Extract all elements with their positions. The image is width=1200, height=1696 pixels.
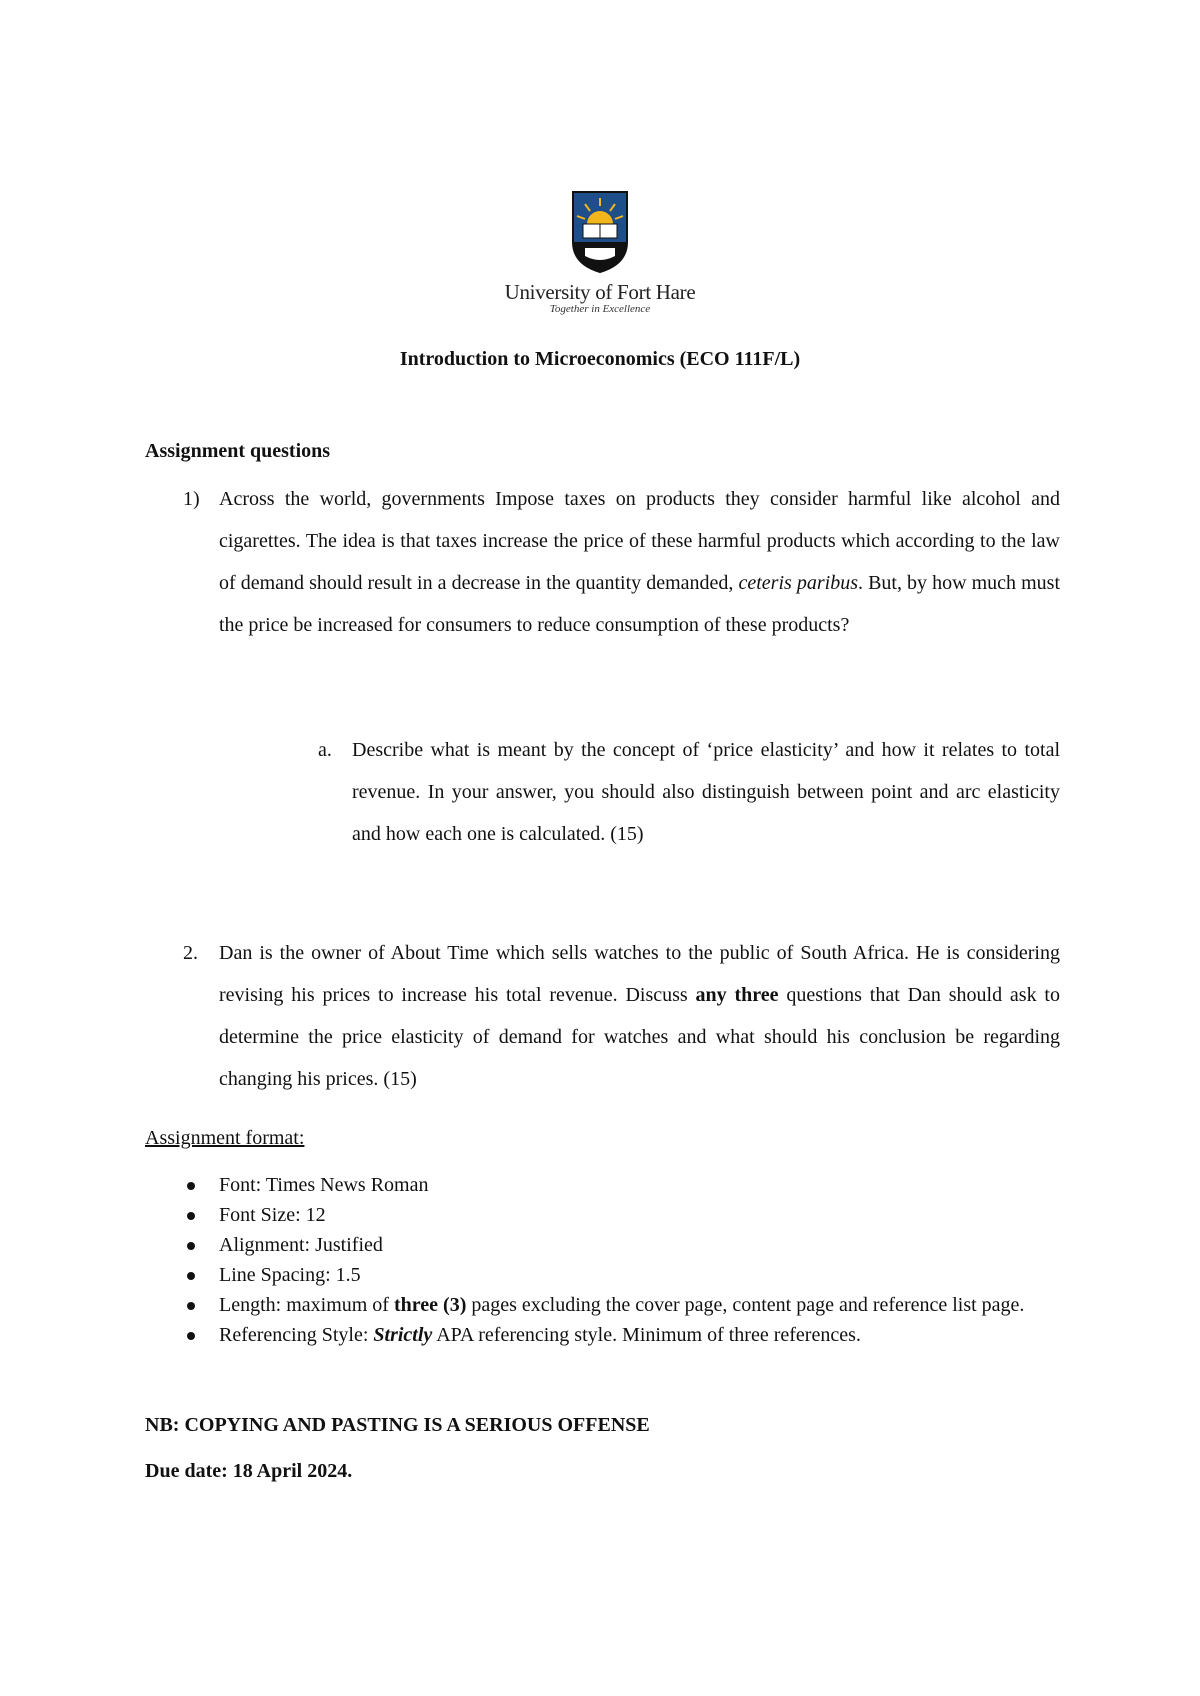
bullet-icon (187, 1332, 195, 1340)
question-2-text-part-2: questions that Dan should ask to determine the price elasticity of demand for watches and what should his conclusion be regarding changing his prices. (15) (219, 984, 1060, 1090)
assignment-questions-heading: Assignment questions (145, 440, 331, 462)
question-1-number: 1) (183, 488, 200, 510)
list-item (145, 1230, 1060, 1260)
format-line-spacing: Line Spacing: 1.5 (219, 1264, 361, 1286)
question-1-text-part-2: . But, by how much must the price be increased for consumers to reduce consumption of these products? (219, 572, 1061, 636)
university-crest-icon (571, 190, 629, 274)
question-2-bold-phrase: any three (695, 984, 779, 1006)
document-title: Introduction to Microeconomics (ECO 111F/L) (399, 348, 801, 370)
list-item (145, 1260, 1060, 1290)
question-1-text-part-1: Across the world, governments Impose taxes on products they consider harmful like alcohol and cigarettes. The idea is that taxes increase the price of these harmful products which according to the law of demand should result in a decrease in the quantity demanded, (219, 488, 1060, 594)
format-referencing-part-1: Referencing Style: (219, 1324, 374, 1346)
format-alignment: Alignment: Justified (219, 1234, 383, 1256)
bullet-icon (187, 1272, 195, 1280)
university-logo (0, 190, 1200, 315)
format-length-part-1: Length: maximum of (219, 1294, 394, 1316)
format-length-part-2: pages excluding the cover page, content page and reference list page. (466, 1294, 1025, 1316)
due-date: Due date: 18 April 2024. (145, 1460, 353, 1482)
bullet-icon (187, 1242, 195, 1250)
university-motto: Together in Excellence (549, 303, 651, 315)
question-1-italic-term: ceteris paribus (738, 572, 858, 594)
list-item (145, 1200, 1060, 1230)
bullet-icon (187, 1182, 195, 1190)
nb-warning: NB: COPYING AND PASTING IS A SERIOUS OFFENSE (145, 1414, 650, 1436)
question-2-text (219, 932, 1060, 1100)
bullet-icon (187, 1212, 195, 1220)
format-list (145, 1170, 1060, 1350)
question-1a-label: a. (318, 739, 332, 761)
format-referencing-emphasis: Strictly (373, 1324, 433, 1346)
question-2-text-part-1: Dan is the owner of About Time which sells watches to the public of South Africa. He is considering revising his prices to increase his total revenue. Discuss (219, 942, 1060, 1006)
bullet-icon (187, 1302, 195, 1310)
list-item (145, 1290, 1060, 1320)
question-1a-text: Describe what is meant by the concept of ‘price elasticity’ and how it relates to total revenue. In your answer, you should also distinguish between point and arc elasticity and how each one is calculated. (15) (352, 739, 1060, 845)
assignment-format-heading: Assignment format: (145, 1127, 305, 1149)
format-font: Font: Times News Roman (219, 1174, 429, 1196)
list-item (145, 1320, 1060, 1350)
university-name: University of Fort Hare (504, 280, 696, 304)
question-1-text (219, 478, 1060, 646)
format-length-bold: three (3) (393, 1294, 467, 1316)
format-referencing-part-2: APA referencing style. Minimum of three references. (432, 1324, 861, 1346)
question-2-number: 2. (183, 942, 198, 964)
format-font-size: Font Size: 12 (219, 1204, 326, 1226)
list-item (145, 1170, 1060, 1200)
